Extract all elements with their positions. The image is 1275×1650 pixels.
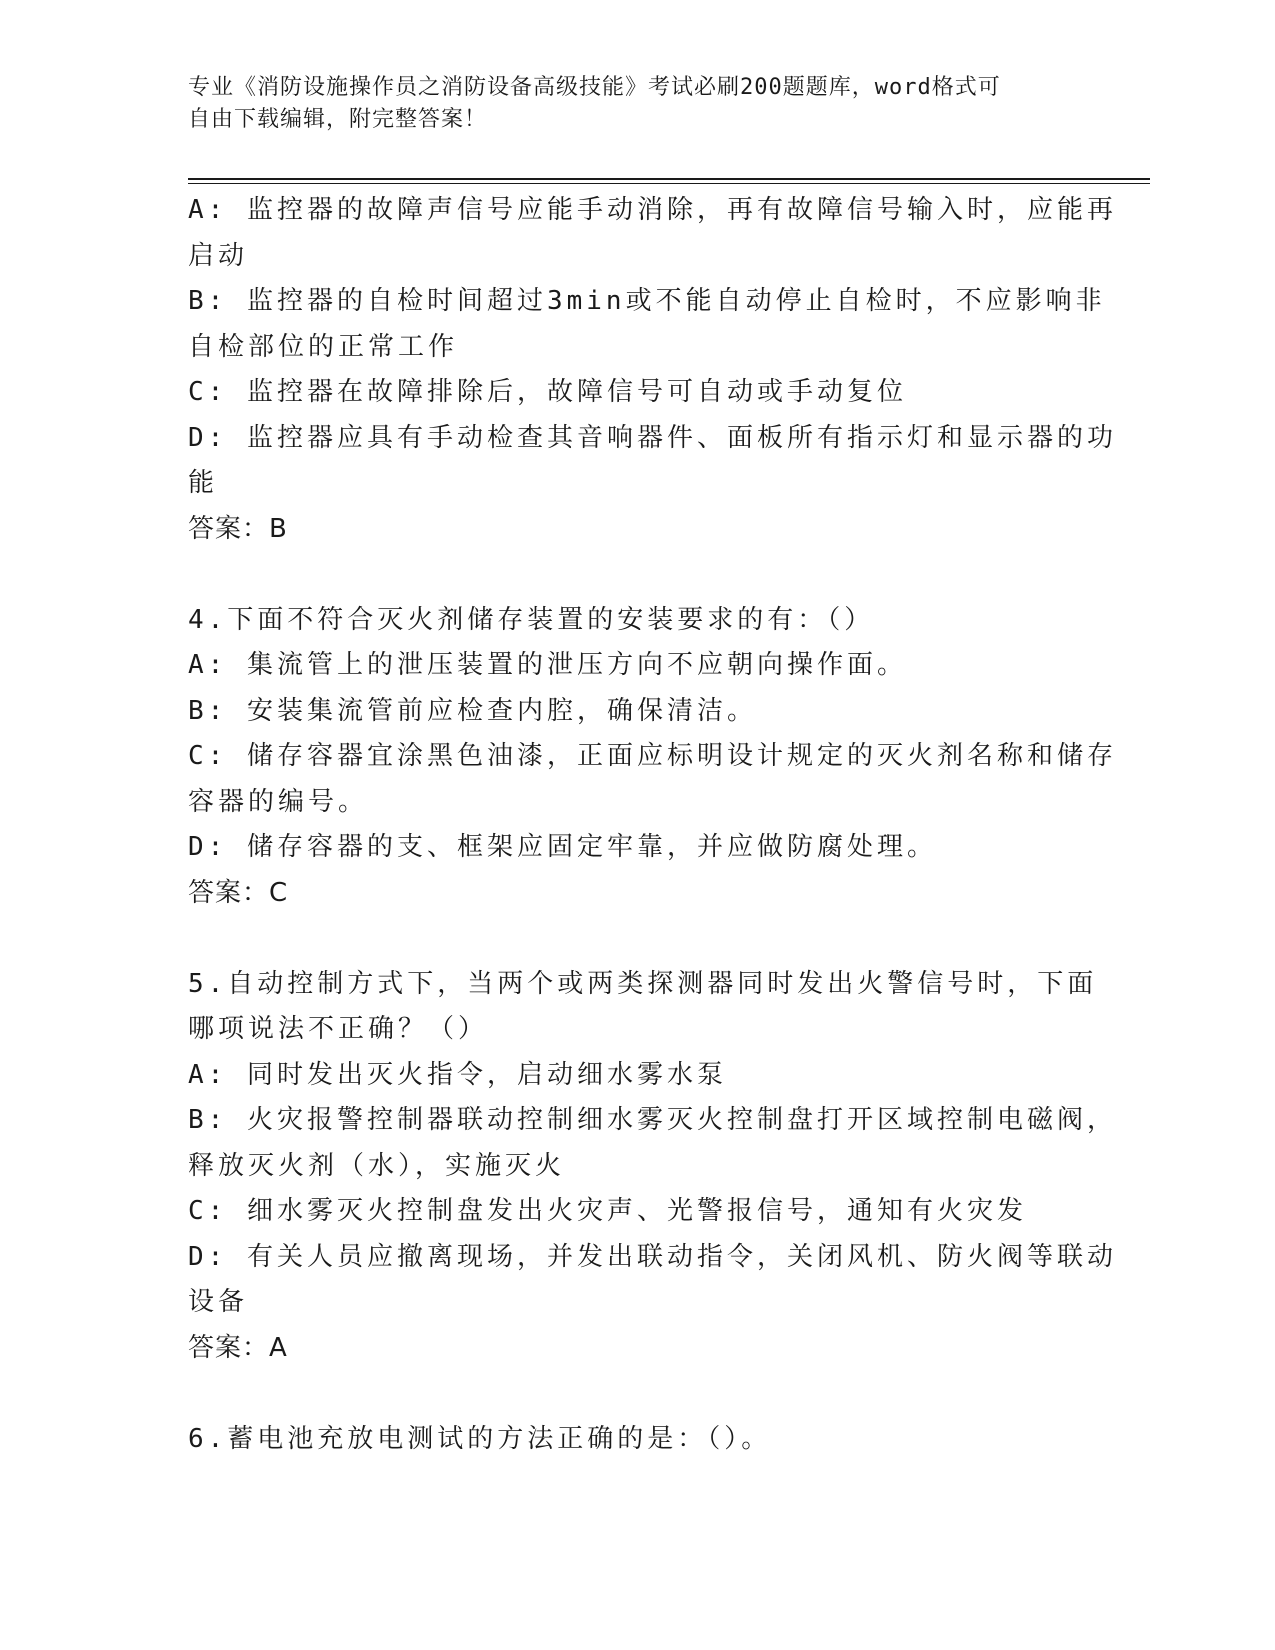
q4-option-c-line-2: 容器的编号。 <box>188 786 369 817</box>
q5-question-line-2: 哪项说法不正确？（） <box>188 1014 489 1044</box>
q5-option-a-line-1: A: 同时发出灭火指令，启动细水雾水泵 <box>188 1059 727 1090</box>
question-6 <box>188 1417 1088 1463</box>
q4-question-text: 4.下面不符合灭火剂储存装置的安装要求的有：（） <box>188 604 875 635</box>
q5-question-line-1: 5.自动控制方式下，当两个或两类探测器同时发出火警信号时，下面 <box>188 968 1098 999</box>
q4-option-c-line-1: C: 储存容器宜涂黑色油漆，正面应标明设计规定的灭火剂名称和储存 <box>188 741 1117 771</box>
spacer <box>188 552 1088 598</box>
spacer <box>188 1371 1088 1417</box>
q5-option-b-line-1: B: 火灾报警控制器联动控制细水雾灭火控制盘打开区域控制电磁阀， <box>188 1105 1117 1135</box>
question-4 <box>188 598 1117 917</box>
question-list <box>188 188 1117 1462</box>
q6-question-text: 6.蓄电池充放电测试的方法正确的是：（）。 <box>188 1423 772 1454</box>
q4-option-b-line-1: B: 安装集流管前应检查内腔，确保清洁。 <box>188 695 757 726</box>
q4-option-d-line-1: D: 储存容器的支、框架应固定牢靠，并应做防腐处理。 <box>188 832 937 862</box>
header-line-2: 自由下载编辑，附完整答案！ <box>188 107 488 132</box>
q3-option-b-line-2: 自检部位的正常工作 <box>188 331 459 362</box>
document-header <box>188 72 1068 136</box>
q3-option-c-line-1: C: 监控器在故障排除后，故障信号可自动或手动复位 <box>188 377 907 407</box>
header-divider-thick <box>188 178 1150 180</box>
q4-answer: 答案：C <box>188 877 289 908</box>
header-line-1: 专业《消防设施操作员之消防设备高级技能》考试必刷200题题库，word格式可 <box>188 75 1001 100</box>
q5-answer: 答案：A <box>188 1332 288 1363</box>
question-5 <box>188 962 1117 1372</box>
q3-option-a-line-2: 启动 <box>188 240 249 271</box>
q3-answer: 答案：B <box>188 513 288 544</box>
question-3 <box>188 188 1117 552</box>
q5-option-d-line-2: 设备 <box>188 1287 249 1317</box>
q5-option-b-line-2: 释放灭火剂（水），实施灭火 <box>188 1150 566 1181</box>
q3-option-d-line-1: D: 监控器应具有手动检查其音响器件、面板所有指示灯和显示器的功 <box>188 422 1117 453</box>
spacer <box>188 916 1088 962</box>
q5-option-d-line-1: D: 有关人员应撤离现场，并发出联动指令，关闭风机、防火阀等联动 <box>188 1241 1117 1272</box>
q4-option-a-line-1: A: 集流管上的泄压装置的泄压方向不应朝向操作面。 <box>188 650 907 680</box>
q3-option-a-line-1: A: 监控器的故障声信号应能手动消除，再有故障信号输入时，应能再 <box>188 195 1117 225</box>
header-divider-thin <box>188 183 1150 184</box>
q3-option-b-line-1: B: 监控器的自检时间超过3min或不能自动停止自检时，不应影响非 <box>188 286 1106 316</box>
q3-option-d-line-2: 能 <box>188 468 219 498</box>
q5-option-c-line-1: C: 细水雾灭火控制盘发出火灾声、光警报信号，通知有火灾发 <box>188 1196 1027 1226</box>
